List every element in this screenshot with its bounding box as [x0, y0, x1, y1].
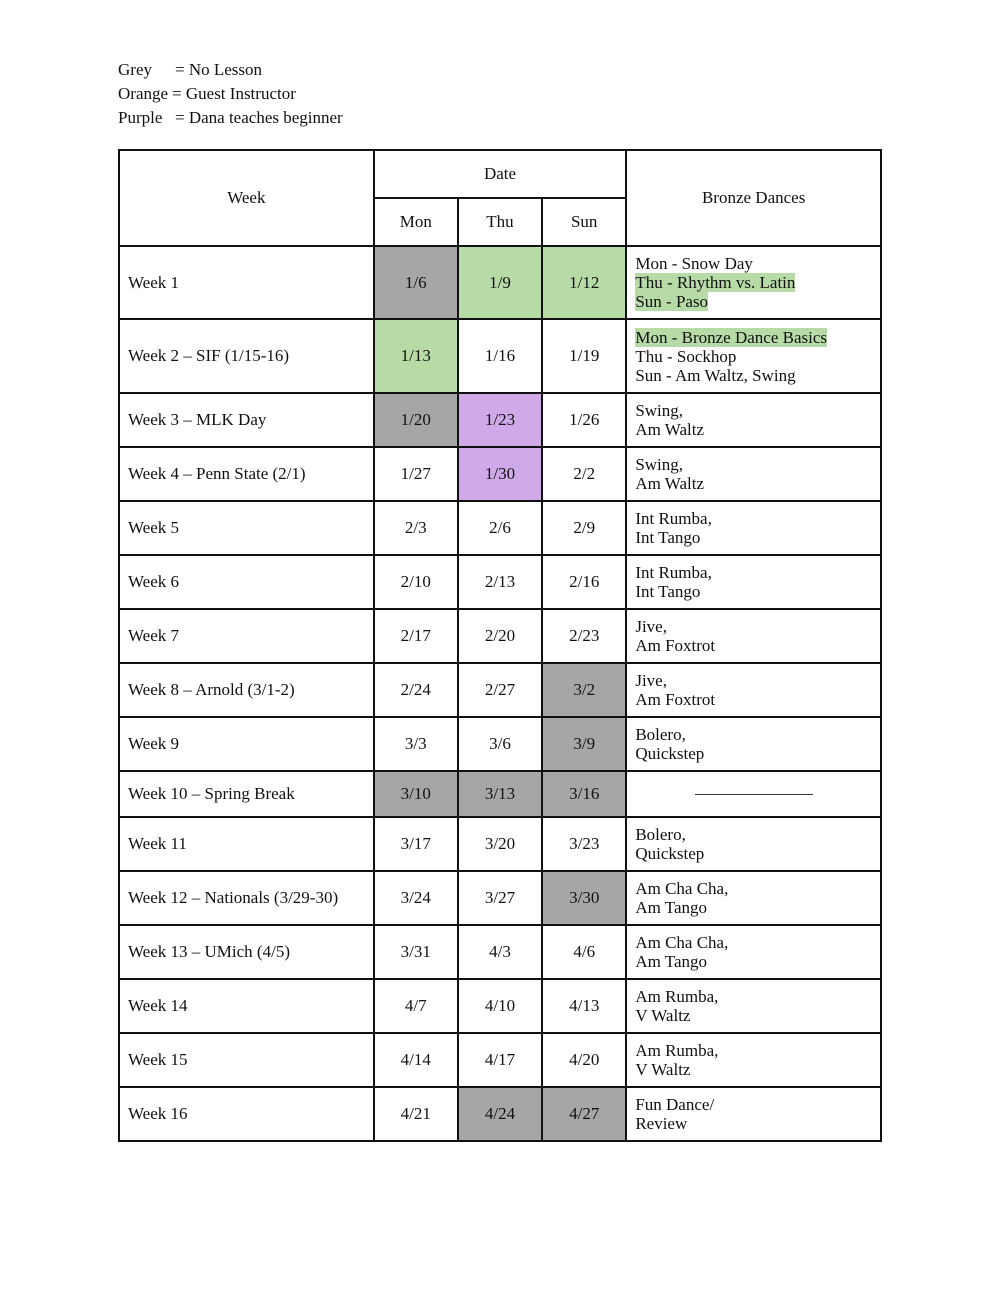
- week-label: Week 15: [119, 1033, 374, 1087]
- dance-line: Am Waltz: [635, 474, 704, 493]
- dance-line: V Waltz: [635, 1060, 691, 1079]
- dance-line: Thu - Sockhop: [635, 346, 737, 366]
- dance-line: Bolero,: [635, 825, 686, 844]
- dance-line: Am Foxtrot: [635, 636, 716, 655]
- bronze-dances: [626, 817, 881, 871]
- week-label: Week 10 – Spring Break: [119, 771, 374, 817]
- date-mon: 4/14: [374, 1033, 458, 1087]
- date-sun: 3/30: [542, 871, 626, 925]
- table-row: [119, 1033, 881, 1087]
- week-label: Week 8 – Arnold (3/1-2): [119, 663, 374, 717]
- date-mon: 2/10: [374, 555, 458, 609]
- bronze-dances: [626, 925, 881, 979]
- legend-key: Orange: [118, 84, 169, 103]
- dance-line: Am Cha Cha,: [635, 879, 729, 898]
- dance-line: Quickstep: [635, 744, 705, 763]
- date-sun: 3/9: [542, 717, 626, 771]
- table-row: [119, 979, 881, 1033]
- dance-line: Am Tango: [635, 952, 708, 971]
- date-mon: 1/20: [374, 393, 458, 447]
- date-sun: 3/2: [542, 663, 626, 717]
- bronze-dances: [626, 555, 881, 609]
- bronze-dances: [626, 871, 881, 925]
- date-thu: 4/3: [458, 925, 542, 979]
- dance-line: Swing,: [635, 401, 684, 420]
- legend-key: Purple: [118, 108, 163, 127]
- date-thu: 3/27: [458, 871, 542, 925]
- dance-line: Am Waltz: [635, 420, 704, 439]
- week-label: Week 14: [119, 979, 374, 1033]
- table-row: [119, 609, 881, 663]
- date-mon: 3/24: [374, 871, 458, 925]
- table-row: [119, 501, 881, 555]
- dance-line: Int Tango: [635, 582, 701, 601]
- bronze-dances: [626, 501, 881, 555]
- date-mon: 4/21: [374, 1087, 458, 1141]
- dance-line: Swing,: [635, 455, 684, 474]
- header-thu: Thu: [458, 198, 542, 246]
- header-sun: Sun: [542, 198, 626, 246]
- dance-line: V Waltz: [635, 1006, 691, 1025]
- date-thu: 2/6: [458, 501, 542, 555]
- date-thu: 4/10: [458, 979, 542, 1033]
- date-thu: 2/27: [458, 663, 542, 717]
- table-row: [119, 319, 881, 393]
- legend-value: = No Lesson: [175, 60, 263, 79]
- date-sun: 1/26: [542, 393, 626, 447]
- dance-line: Int Tango: [635, 528, 701, 547]
- date-sun: 2/2: [542, 447, 626, 501]
- bronze-dances: [626, 246, 881, 319]
- date-sun: 4/6: [542, 925, 626, 979]
- week-label: Week 16: [119, 1087, 374, 1141]
- date-mon: 3/17: [374, 817, 458, 871]
- date-thu: 3/6: [458, 717, 542, 771]
- legend-key: Grey: [118, 60, 152, 79]
- date-sun: 4/13: [542, 979, 626, 1033]
- date-sun: 4/20: [542, 1033, 626, 1087]
- dance-line: Int Rumba,: [635, 509, 712, 528]
- dance-line-highlighted: Thu - Rhythm vs. Latin: [635, 273, 796, 292]
- date-sun: 1/19: [542, 319, 626, 393]
- date-mon: 4/7: [374, 979, 458, 1033]
- date-thu: 3/13: [458, 771, 542, 817]
- week-label: Week 9: [119, 717, 374, 771]
- bronze-dances: [626, 771, 881, 817]
- date-thu: 1/16: [458, 319, 542, 393]
- header-week: Week: [119, 150, 374, 246]
- date-thu: 4/24: [458, 1087, 542, 1141]
- table-row: [119, 246, 881, 319]
- date-thu: 1/23: [458, 393, 542, 447]
- table-row: [119, 717, 881, 771]
- header-bronze-dances: Bronze Dances: [626, 150, 881, 246]
- bronze-dances: [626, 1087, 881, 1141]
- bronze-dances: [626, 609, 881, 663]
- legend-value: = Dana teaches beginner: [175, 108, 343, 127]
- date-sun: 3/16: [542, 771, 626, 817]
- bronze-dances: [626, 717, 881, 771]
- legend-row-orange: [118, 82, 343, 106]
- week-label: Week 2 – SIF (1/15-16): [119, 319, 374, 393]
- legend-row-purple: [118, 106, 343, 130]
- table-row: [119, 817, 881, 871]
- dance-line: Am Tango: [635, 898, 708, 917]
- header-mon: Mon: [374, 198, 458, 246]
- no-lesson-dash: [695, 794, 813, 795]
- dance-line-highlighted: Sun - Paso: [635, 292, 709, 311]
- date-mon: 2/24: [374, 663, 458, 717]
- dance-line: Am Cha Cha,: [635, 933, 729, 952]
- dance-line-highlighted: Mon - Bronze Dance Basics: [635, 327, 827, 347]
- bronze-dances: [626, 393, 881, 447]
- date-sun: 4/27: [542, 1087, 626, 1141]
- date-sun: 3/23: [542, 817, 626, 871]
- dance-line: Am Rumba,: [635, 987, 719, 1006]
- week-label: Week 6: [119, 555, 374, 609]
- table-row: [119, 771, 881, 817]
- table-row: [119, 663, 881, 717]
- date-thu: 1/9: [458, 246, 542, 319]
- color-legend: [118, 58, 343, 130]
- table-row: [119, 555, 881, 609]
- date-mon: 2/3: [374, 501, 458, 555]
- table-row: [119, 447, 881, 501]
- date-mon: 1/27: [374, 447, 458, 501]
- date-sun: 1/12: [542, 246, 626, 319]
- date-mon: 3/31: [374, 925, 458, 979]
- date-mon: 3/3: [374, 717, 458, 771]
- date-mon: 3/10: [374, 771, 458, 817]
- date-mon: 1/6: [374, 246, 458, 319]
- week-label: Week 13 – UMich (4/5): [119, 925, 374, 979]
- date-sun: 2/16: [542, 555, 626, 609]
- dance-line: Jive,: [635, 617, 667, 636]
- date-mon: 1/13: [374, 319, 458, 393]
- dance-line: Jive,: [635, 671, 667, 690]
- week-label: Week 1: [119, 246, 374, 319]
- dance-line: Quickstep: [635, 844, 705, 863]
- legend-value: = Guest Instructor: [172, 84, 296, 103]
- table-row: [119, 871, 881, 925]
- table-row: [119, 925, 881, 979]
- bronze-dances: [626, 979, 881, 1033]
- header-date: Date: [374, 150, 627, 198]
- date-sun: 2/9: [542, 501, 626, 555]
- bronze-dances: [626, 447, 881, 501]
- dance-line: Sun - Am Waltz, Swing: [635, 365, 796, 385]
- dance-line: Am Foxtrot: [635, 690, 716, 709]
- date-sun: 2/23: [542, 609, 626, 663]
- date-mon: 2/17: [374, 609, 458, 663]
- dance-line: Am Rumba,: [635, 1041, 719, 1060]
- week-label: Week 12 – Nationals (3/29-30): [119, 871, 374, 925]
- dance-line: Bolero,: [635, 725, 686, 744]
- date-thu: 2/20: [458, 609, 542, 663]
- table-row: [119, 1087, 881, 1141]
- week-label: Week 3 – MLK Day: [119, 393, 374, 447]
- week-label: Week 11: [119, 817, 374, 871]
- dance-line: Mon - Snow Day: [635, 254, 753, 273]
- date-thu: 2/13: [458, 555, 542, 609]
- date-thu: 4/17: [458, 1033, 542, 1087]
- week-label: Week 7: [119, 609, 374, 663]
- dance-line: Fun Dance/: [635, 1095, 715, 1114]
- dance-line: Review: [635, 1114, 688, 1133]
- bronze-dances: [626, 1033, 881, 1087]
- date-thu: 1/30: [458, 447, 542, 501]
- bronze-dances: [626, 663, 881, 717]
- dance-line: Int Rumba,: [635, 563, 712, 582]
- week-label: Week 5: [119, 501, 374, 555]
- date-thu: 3/20: [458, 817, 542, 871]
- bronze-dances: [626, 319, 881, 393]
- schedule-table: [118, 149, 882, 1142]
- table-row: [119, 393, 881, 447]
- week-label: Week 4 – Penn State (2/1): [119, 447, 374, 501]
- legend-row-grey: [118, 58, 343, 82]
